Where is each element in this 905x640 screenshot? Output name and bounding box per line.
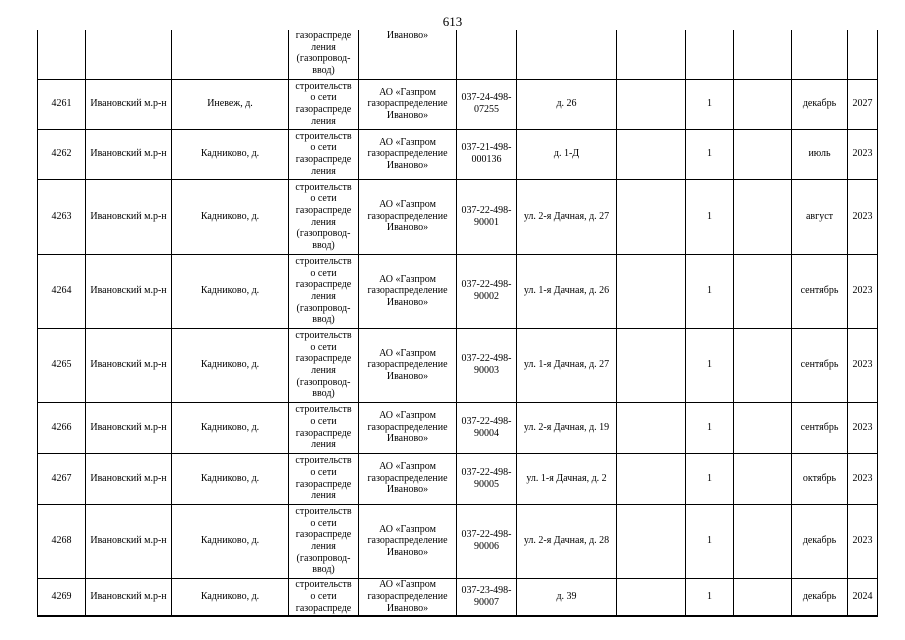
cell-year: [848, 30, 878, 79]
cell-code: 037-24-498-07255: [457, 79, 517, 129]
cell-line: газораспреде: [295, 353, 352, 365]
cell-year: 2023: [848, 504, 878, 578]
cell-line: (газопровод-: [296, 552, 351, 564]
cell-line: о сети: [310, 142, 337, 154]
cell-qty: 1: [686, 129, 734, 179]
cell-address: ул. 2-я Дачная, д. 27: [517, 179, 617, 254]
table-row: [38, 328, 878, 402]
cell-organization: АО «Газпром газораспределение Иваново»: [359, 254, 457, 328]
cell-line: ввод): [312, 564, 335, 576]
cell-locality: Иневеж, д.: [172, 79, 289, 129]
cell-qty: 1: [686, 179, 734, 254]
cell-empty: [734, 504, 792, 578]
table-row: [38, 504, 878, 578]
cell-line: ввод): [312, 64, 335, 76]
cell-address: д. 26: [517, 79, 617, 129]
cell-line: о сети: [310, 193, 337, 205]
cell-address: д. 1-Д: [517, 129, 617, 179]
cell-code: 037-22-498-90004: [457, 402, 517, 453]
cell-object-type: [289, 504, 359, 578]
cell-line: (газопровод-: [296, 228, 351, 240]
cell-line: о сети: [310, 415, 337, 427]
cell-num: 4269: [38, 578, 86, 616]
cell-empty: [617, 504, 686, 578]
cell-line: строительств: [295, 181, 352, 193]
cell-line: газораспреде: [295, 104, 352, 115]
cell-line: газораспреде: [295, 30, 352, 41]
cell-line: строительств: [295, 506, 352, 518]
cell-month: декабрь: [792, 504, 848, 578]
cell-year: 2023: [848, 402, 878, 453]
cell-district: Ивановский м.р-н: [86, 328, 172, 402]
cell-address: [517, 30, 617, 79]
cell-line: ления: [311, 165, 336, 177]
cell-code: [457, 30, 517, 79]
cell-empty: [734, 79, 792, 129]
cell-locality: Кадниково, д.: [172, 129, 289, 179]
cell-district: Ивановский м.р-н: [86, 402, 172, 453]
cell-empty: [617, 79, 686, 129]
cell-line: газораспреде: [295, 602, 352, 614]
cell-locality: Кадниково, д.: [172, 328, 289, 402]
cell-empty: [617, 254, 686, 328]
cell-empty: [734, 402, 792, 453]
table-row: [38, 179, 878, 254]
cell-empty: [617, 179, 686, 254]
cell-line: ввод): [312, 314, 335, 326]
cell-month: октябрь: [792, 453, 848, 504]
cell-address: ул. 1-я Дачная, д. 26: [517, 254, 617, 328]
cell-num: [38, 30, 86, 79]
cell-line: (газопровод-: [296, 376, 351, 388]
cell-month: [792, 30, 848, 79]
cell-locality: Кадниково, д.: [172, 254, 289, 328]
cell-line: ления: [311, 291, 336, 302]
cell-code: 037-22-498-90005: [457, 453, 517, 504]
cell-line: газораспреде: [295, 529, 352, 541]
cell-object-type: [289, 129, 359, 179]
cell-object-type: [289, 328, 359, 402]
cell-line: строительств: [295, 330, 352, 342]
cell-code: 037-22-498-90001: [457, 179, 517, 254]
cell-object-type: [289, 578, 359, 616]
cell-line: (газопровод-: [296, 53, 351, 65]
cell-qty: 1: [686, 254, 734, 328]
cell-organization: АО «Газпром газораспределение Иваново»: [359, 453, 457, 504]
cell-line: строительств: [295, 455, 352, 467]
cell-object-type: [289, 79, 359, 129]
cell-year: 2023: [848, 328, 878, 402]
cell-locality: Кадниково, д.: [172, 504, 289, 578]
table-row: [38, 79, 878, 129]
cell-object-type: [289, 453, 359, 504]
cell-year: 2023: [848, 129, 878, 179]
cell-line: газораспреде: [295, 204, 352, 216]
cell-empty: [734, 254, 792, 328]
cell-organization: АО «Газпром газораспределение Иваново»: [359, 79, 457, 129]
cell-qty: 1: [686, 402, 734, 453]
cell-line: строительств: [295, 80, 352, 92]
cell-district: Ивановский м.р-н: [86, 254, 172, 328]
cell-line: о сети: [310, 341, 337, 353]
cell-month: сентябрь: [792, 402, 848, 453]
table-row: [38, 453, 878, 504]
cell-object-type: [289, 30, 359, 79]
cell-code: 037-21-498-000136: [457, 129, 517, 179]
cell-district: Ивановский м.р-н: [86, 79, 172, 129]
table-row: [38, 578, 878, 616]
cell-num: 4266: [38, 402, 86, 453]
cell-month: сентябрь: [792, 254, 848, 328]
cell-line: о сети: [310, 466, 337, 478]
cell-address: д. 39: [517, 578, 617, 616]
cell-num: 4263: [38, 179, 86, 254]
cell-line: о сети: [310, 92, 337, 104]
cell-line: Иваново»: [386, 30, 429, 41]
cell-district: Ивановский м.р-н: [86, 504, 172, 578]
cell-year: 2024: [848, 578, 878, 616]
cell-organization: АО «Газпром газораспределение Иваново»: [359, 328, 457, 402]
table-body: [38, 30, 878, 616]
cell-object-type: [289, 254, 359, 328]
cell-year: 2027: [848, 79, 878, 129]
table-row: [38, 254, 878, 328]
cell-object-type: [289, 179, 359, 254]
cell-line: ввод): [312, 239, 335, 251]
cell-empty: [617, 129, 686, 179]
cell-locality: [172, 30, 289, 79]
cell-organization: АО «Газпром газораспределение Иваново»: [359, 504, 457, 578]
cell-district: Ивановский м.р-н: [86, 129, 172, 179]
cell-locality: Кадниково, д.: [172, 179, 289, 254]
cell-year: 2023: [848, 254, 878, 328]
cell-address: ул. 1-я Дачная, д. 27: [517, 328, 617, 402]
cell-empty: [734, 179, 792, 254]
cell-qty: [686, 30, 734, 79]
cell-locality: Кадниково, д.: [172, 578, 289, 616]
cell-organization: АО «Газпром газораспределение Иваново»: [359, 129, 457, 179]
cell-code: 037-23-498-90007: [457, 578, 517, 616]
cell-line: газораспреде: [295, 427, 352, 439]
cell-line: о сети: [310, 267, 337, 279]
cell-locality: Кадниково, д.: [172, 402, 289, 453]
cell-address: ул. 1-я Дачная, д. 2: [517, 453, 617, 504]
cell-organization: АО «Газпром газораспределение Иваново»: [359, 578, 457, 616]
cell-line: ления: [311, 41, 336, 53]
cell-organization: АО «Газпром газораспределение Иваново»: [359, 179, 457, 254]
cell-empty: [617, 578, 686, 616]
cell-line: (газопровод-: [296, 302, 351, 314]
cell-qty: 1: [686, 578, 734, 616]
cell-line: о сети: [310, 517, 337, 529]
cell-line: строительств: [295, 130, 352, 142]
page-number: 613: [442, 14, 463, 29]
cell-empty: [734, 30, 792, 79]
cell-qty: 1: [686, 453, 734, 504]
cell-district: [86, 30, 172, 79]
cell-district: Ивановский м.р-н: [86, 179, 172, 254]
cell-num: 4262: [38, 129, 86, 179]
table-row-continued: [38, 30, 878, 79]
cell-qty: 1: [686, 328, 734, 402]
cell-locality: Кадниково, д.: [172, 453, 289, 504]
cell-organization: [359, 30, 457, 79]
cell-line: ления: [311, 115, 336, 127]
cell-empty: [734, 453, 792, 504]
cell-year: 2023: [848, 453, 878, 504]
cell-line: газораспреде: [295, 279, 352, 291]
cell-line: ления: [311, 365, 336, 376]
cell-month: август: [792, 179, 848, 254]
cell-num: 4261: [38, 79, 86, 129]
cell-object-type: [289, 402, 359, 453]
cell-month: июль: [792, 129, 848, 179]
gas-network-table: [37, 30, 878, 617]
cell-empty: [734, 129, 792, 179]
cell-line: строительств: [295, 579, 352, 591]
cell-code: 037-22-498-90006: [457, 504, 517, 578]
cell-month: сентябрь: [792, 328, 848, 402]
cell-empty: [617, 328, 686, 402]
cell-district: Ивановский м.р-н: [86, 453, 172, 504]
cell-num: 4267: [38, 453, 86, 504]
cell-month: декабрь: [792, 79, 848, 129]
cell-line: ления: [311, 490, 336, 502]
cell-month: декабрь: [792, 578, 848, 616]
cell-line: ления: [311, 541, 336, 552]
cell-num: 4265: [38, 328, 86, 402]
cell-line: ления: [311, 439, 336, 451]
table-row: [38, 402, 878, 453]
cell-empty: [734, 328, 792, 402]
cell-address: ул. 2-я Дачная, д. 28: [517, 504, 617, 578]
cell-code: 037-22-498-90002: [457, 254, 517, 328]
cell-empty: [617, 402, 686, 453]
cell-line: строительств: [295, 404, 352, 416]
cell-line: газораспреде: [295, 154, 352, 165]
cell-num: 4264: [38, 254, 86, 328]
cell-line: ввод): [312, 388, 335, 400]
cell-line: о сети: [310, 590, 337, 602]
cell-qty: 1: [686, 79, 734, 129]
cell-empty: [617, 30, 686, 79]
cell-line: строительств: [295, 256, 352, 268]
table-row: [38, 129, 878, 179]
cell-empty: [734, 578, 792, 616]
cell-year: 2023: [848, 179, 878, 254]
cell-organization: АО «Газпром газораспределение Иваново»: [359, 402, 457, 453]
cell-empty: [617, 453, 686, 504]
cell-line: газораспреде: [295, 478, 352, 490]
cell-num: 4268: [38, 504, 86, 578]
cell-qty: 1: [686, 504, 734, 578]
cell-address: ул. 2-я Дачная, д. 19: [517, 402, 617, 453]
cell-district: Ивановский м.р-н: [86, 578, 172, 616]
cell-code: 037-22-498-90003: [457, 328, 517, 402]
cell-line: ления: [311, 216, 336, 228]
